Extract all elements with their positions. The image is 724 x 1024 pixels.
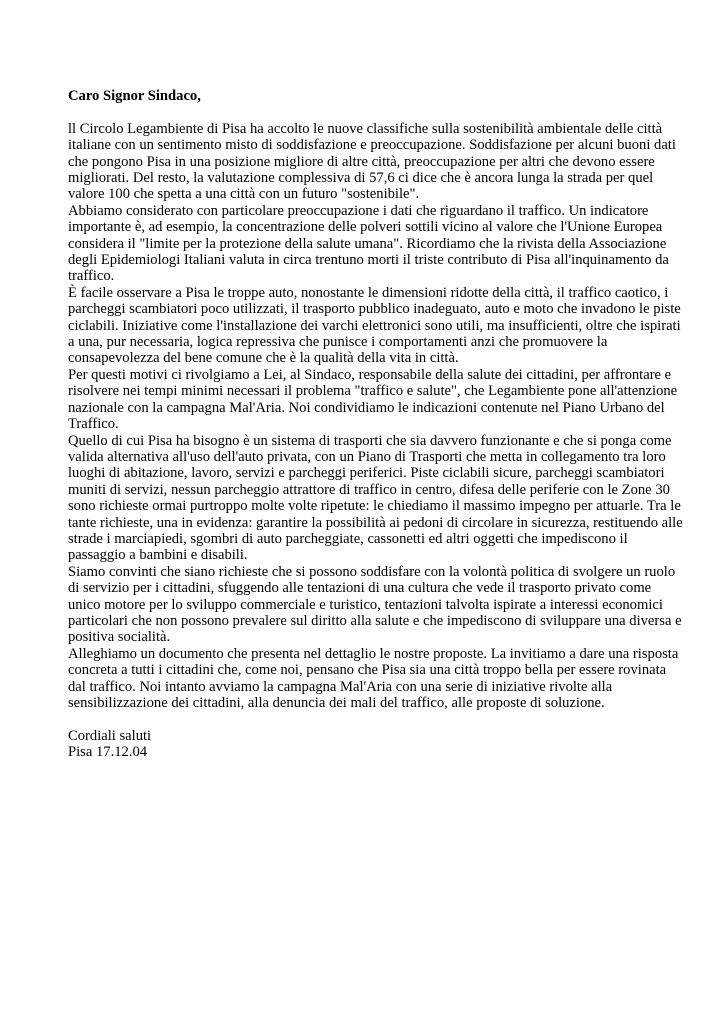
- letter-paragraph-2: Abbiamo considerato con particolare preoccupazione i dati che riguardano il traffico. Un indicatore importante è, ad esempio, la concentrazione delle polveri sottili vicino al valore che l'Unione Europea considera il "limite per la protezione della salute umana". Ricordiamo che la rivista della Associazione degli Epidemiologi Italiani valuta in circa trentuno morti il triste contributo di Pisa all'inquinamento da traffico.: [68, 202, 669, 285]
- letter-closing: Cordiali saluti: [68, 727, 152, 744]
- letter-page: [68, 88, 686, 761]
- letter-closing-block: [68, 728, 686, 761]
- letter-paragraph-3: È facile osservare a Pisa le troppe auto, nonostante le dimensioni ridotte della città, il traffico caotico, i parcheggi scambiatori poco utilizzati, il trasporto pubblico inadeguato, auto e moto che invadono le piste ciclabili. Iniziative come l'installazione dei varchi elettronici sono utili, ma insufficienti, oltre che ispirati a una, pur necessaria, logica repressiva che punisce i comportamenti anzi che promuovere la consapevolezza del bene comune che è la qualità della vita in città.: [68, 284, 681, 367]
- letter-paragraph-1: ll Circolo Legambiente di Pisa ha accolto le nuove classifiche sulla sostenibilità ambientale delle città italiane con un sentimento misto di soddisfazione e preoccupazione. Soddisfazione per alcuni buoni dati che pongono Pisa in una posizione migliore di altre città, preoccupazione per altri che devono essere migliorati. Del resto, la valutazione complessiva di 57,6 ci dice che è ancora lunga la strada per quel valore 100 che spetta a una città con un futuro "sostenibile".: [68, 120, 676, 203]
- letter-paragraph-5: Quello di cui Pisa ha bisogno è un sistema di trasporti che sia davvero funzionante e che si ponga come valida alternativa all'uso dell'auto privata, con un Piano di Trasporti che metta in collegamento tra loro luoghi di abitazione, lavoro, servizi e parcheggi periferici. Piste ciclabili sicure, parcheggi scambiatori muniti di servizi, nessun parcheggio attrattore di traffico in centro, difesa delle periferie con le Zone 30 sono richieste ormai purtroppo molte volte ripetute: le chiediamo il massimo impegno per attuarle. Tra le tante richieste, una in evidenza: garantire la possibilità ai pedoni di circolare in sicurezza, restituendo alle strade i marciapiedi, sgombri di auto parcheggiate, cassonetti ed altri oggetti che impediscono il passaggio a bambini e disabili.: [68, 432, 683, 564]
- letter-paragraph-6: Siamo convinti che siano richieste che si possono soddisfare con la volontà politica di svolgere un ruolo di servizio per i cittadini, sfuggendo alle tentazioni di una cultura che vede il trasporto privato come unico motore per lo sviluppo commerciale e turistico, tentazioni talvolta ispirate a interessi economici particolari che non possono prevalere sul diritto alla salute e che impediscono di sviluppare una diversa e positiva socialità.: [68, 563, 682, 646]
- letter-place-date: Pisa 17.12.04: [68, 744, 148, 761]
- letter-salutation: Caro Signor Sindaco,: [68, 88, 201, 104]
- letter-paragraph-7: Alleghiamo un documento che presenta nel dettaglio le nostre proposte. La invitiamo a dare una risposta concreta a tutti i cittadini che, come noi, pensano che Pisa sia una città troppo bella per essere rovinata dal traffico. Noi intanto avviamo la campagna Mal'Aria con una serie di iniziative rivolte alla sensibilizzazione dei cittadini, alla denuncia dei mali del traffico, alle proposte di soluzione.: [68, 645, 679, 712]
- letter-paragraph-4: Per questi motivi ci rivolgiamo a Lei, al Sindaco, responsabile della salute dei cittadini, per affrontare e risolvere nei tempi minimi necessari il problema "traffico e salute", che Legambiente pone all'attenzione nazionale con la campagna Mal'Aria. Noi condividiamo le indicazioni contenute nel Piano Urbano del Traffico.: [68, 366, 678, 433]
- letter-body: [68, 121, 686, 712]
